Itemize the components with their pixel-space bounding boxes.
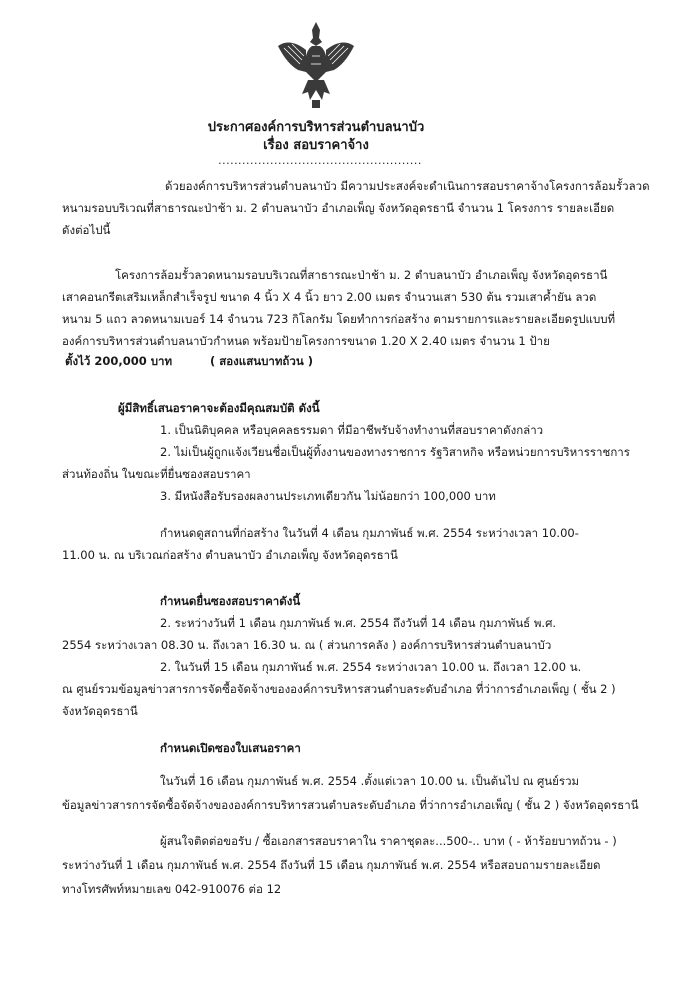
qualification-item: 3. มีหนังสือรับรองผลงานประเภทเดียวกัน ไม่น้อยกว่า 100,000 บาท xyxy=(160,489,496,503)
site-visit-line: กำหนดดูสถานที่ก่อสร้าง ในวันที่ 4 เดือน กุมภาพันธ์ พ.ศ. 2554 ระหว่างเวลา 10.00- xyxy=(160,526,579,540)
opening-line: ข้อมูลข่าวสารการจัดซื้อจัดจ้างขององค์การบริหารสวนตำบลระดับอำเภอ ที่ว่าการอำเภอเพ็ญ ( ชั้น 2 ) จังหวัดอุดรธานี xyxy=(62,798,639,812)
submission-line: 2. ในวันที่ 15 เดือน กุมภาพันธ์ พ.ศ. 2554 ระหว่างเวลา 10.00 น. ถึงเวลา 12.00 น. xyxy=(160,660,582,674)
contact-line: ทางโทรศัพท์หมายเลข 042-910076 ต่อ 12 xyxy=(62,882,282,896)
site-visit-line: 11.00 น. ณ บริเวณก่อสร้าง ตำบลนาบัว อำเภอเพ็ญ จังหวัดอุดรธานี xyxy=(62,548,398,562)
submission-line: ณ ศูนย์รวมข้อมูลข่าวสารการจัดซื้อจัดจ้างขององค์การบริหารสวนตำบลระดับอำเภอ ที่ว่าการอำเภอเพ็ญ ( ชั้น 2 ) xyxy=(62,682,616,696)
submission-heading: กำหนดยื่นซองสอบราคาดังนี้ xyxy=(160,594,301,608)
project-line: องค์การบริหารส่วนตำบลนาบัวกำหนด พร้อมป้ายโครงการขนาด 1.20 X 2.40 เมตร จำนวน 1 ป้าย xyxy=(62,334,550,348)
budget-amount: ตั้งไว้ 200,000 บาท xyxy=(65,354,173,368)
opening-heading: กำหนดเปิดซองใบเสนอราคา xyxy=(160,741,301,755)
project-line: เสาคอนกรีตเสริมเหล็กสำเร็จรูป ขนาด 4 นิ้ว X 4 นิ้ว ยาว 2.00 เมตร จำนวนเสา 530 ต้น รวมเสาค้ำยัน ลวด xyxy=(62,290,597,304)
announcement-subject: เรื่อง สอบราคาจ้าง xyxy=(263,138,369,153)
project-line: หนาม 5 แถว ลวดหนามเบอร์ 14 จำนวน 723 กิโลกรัม โดยทำการก่อสร้าง ตามรายการและรายละเอียดรูปแบบที่ xyxy=(62,312,616,326)
announcement-title: ประกาศองค์การบริหารส่วนตำบลนาบัว xyxy=(207,120,425,135)
intro-line: ดังต่อไปนี้ xyxy=(62,223,111,237)
garuda-emblem-icon xyxy=(276,20,356,112)
qualifications-heading: ผู้มีสิทธิ์เสนอราคาจะต้องมีคุณสมบัติ ดังนี้ xyxy=(118,401,320,415)
qualification-item: ส่วนท้องถิ่น ในขณะที่ยื่นซองสอบราคา xyxy=(62,467,251,481)
qualification-item: 2. ไม่เป็นผู้ถูกแจ้งเวียนชื่อเป็นผู้ทิ้งงานของทางราชการ รัฐวิสาหกิจ หรือหน่วยการบริหารราชการ xyxy=(160,445,630,459)
project-line: โครงการล้อมรั้วลวดหนามรอบบริเวณที่สาธารณะป่าช้า ม. 2 ตำบลนาบัว อำเภอเพ็ญ จังหวัดอุดรธานี xyxy=(115,268,608,282)
intro-line: หนามรอบบริเวณที่สาธารณะป่าช้า ม. 2 ตำบลนาบัว อำเภอเพ็ญ จังหวัดอุดรธานี จำนวน 1 โครงการ รายละเอียด xyxy=(62,201,615,215)
separator-line: ................................................... xyxy=(218,154,422,167)
qualification-item: 1. เป็นนิติบุคคล หรือบุคคลธรรมดา ที่มีอาชีพรับจ้างทำงานที่สอบราคาดังกล่าว xyxy=(160,423,544,437)
submission-line: 2554 ระหว่างเวลา 08.30 น. ถึงเวลา 16.30 น. ณ ( ส่วนการคลัง ) องค์การบริหารส่วนตำบลนาบัว xyxy=(62,638,552,652)
contact-line: ผู้สนใจติดต่อขอรับ / ซื้อเอกสารสอบราคาใน ราคาชุดละ...500-.. บาท ( - ห้าร้อยบาทถ้วน - ) xyxy=(160,834,617,848)
submission-line: จังหวัดอุดรธานี xyxy=(62,704,138,718)
intro-line: ด้วยองค์การบริหารส่วนตำบลนาบัว มีความประสงค์จะดำเนินการสอบราคาจ้างโครงการล้อมรั้วลวด xyxy=(165,179,650,193)
opening-line: ในวันที่ 16 เดือน กุมภาพันธ์ พ.ศ. 2554 .ตั้งแต่เวลา 10.00 น. เป็นต้นไป ณ ศูนย์รวม xyxy=(160,774,580,788)
budget-in-words: ( สองแสนบาทถ้วน ) xyxy=(210,354,313,368)
submission-line: 2. ระหว่างวันที่ 1 เดือน กุมภาพันธ์ พ.ศ. 2554 ถึงวันที่ 14 เดือน กุมภาพันธ์ พ.ศ. xyxy=(160,616,557,630)
contact-line: ระหว่างวันที่ 1 เดือน กุมภาพันธ์ พ.ศ. 2554 ถึงวันที่ 15 เดือน กุมภาพันธ์ พ.ศ. 2554 หรือสอบถามรายละเอียด xyxy=(62,858,601,872)
